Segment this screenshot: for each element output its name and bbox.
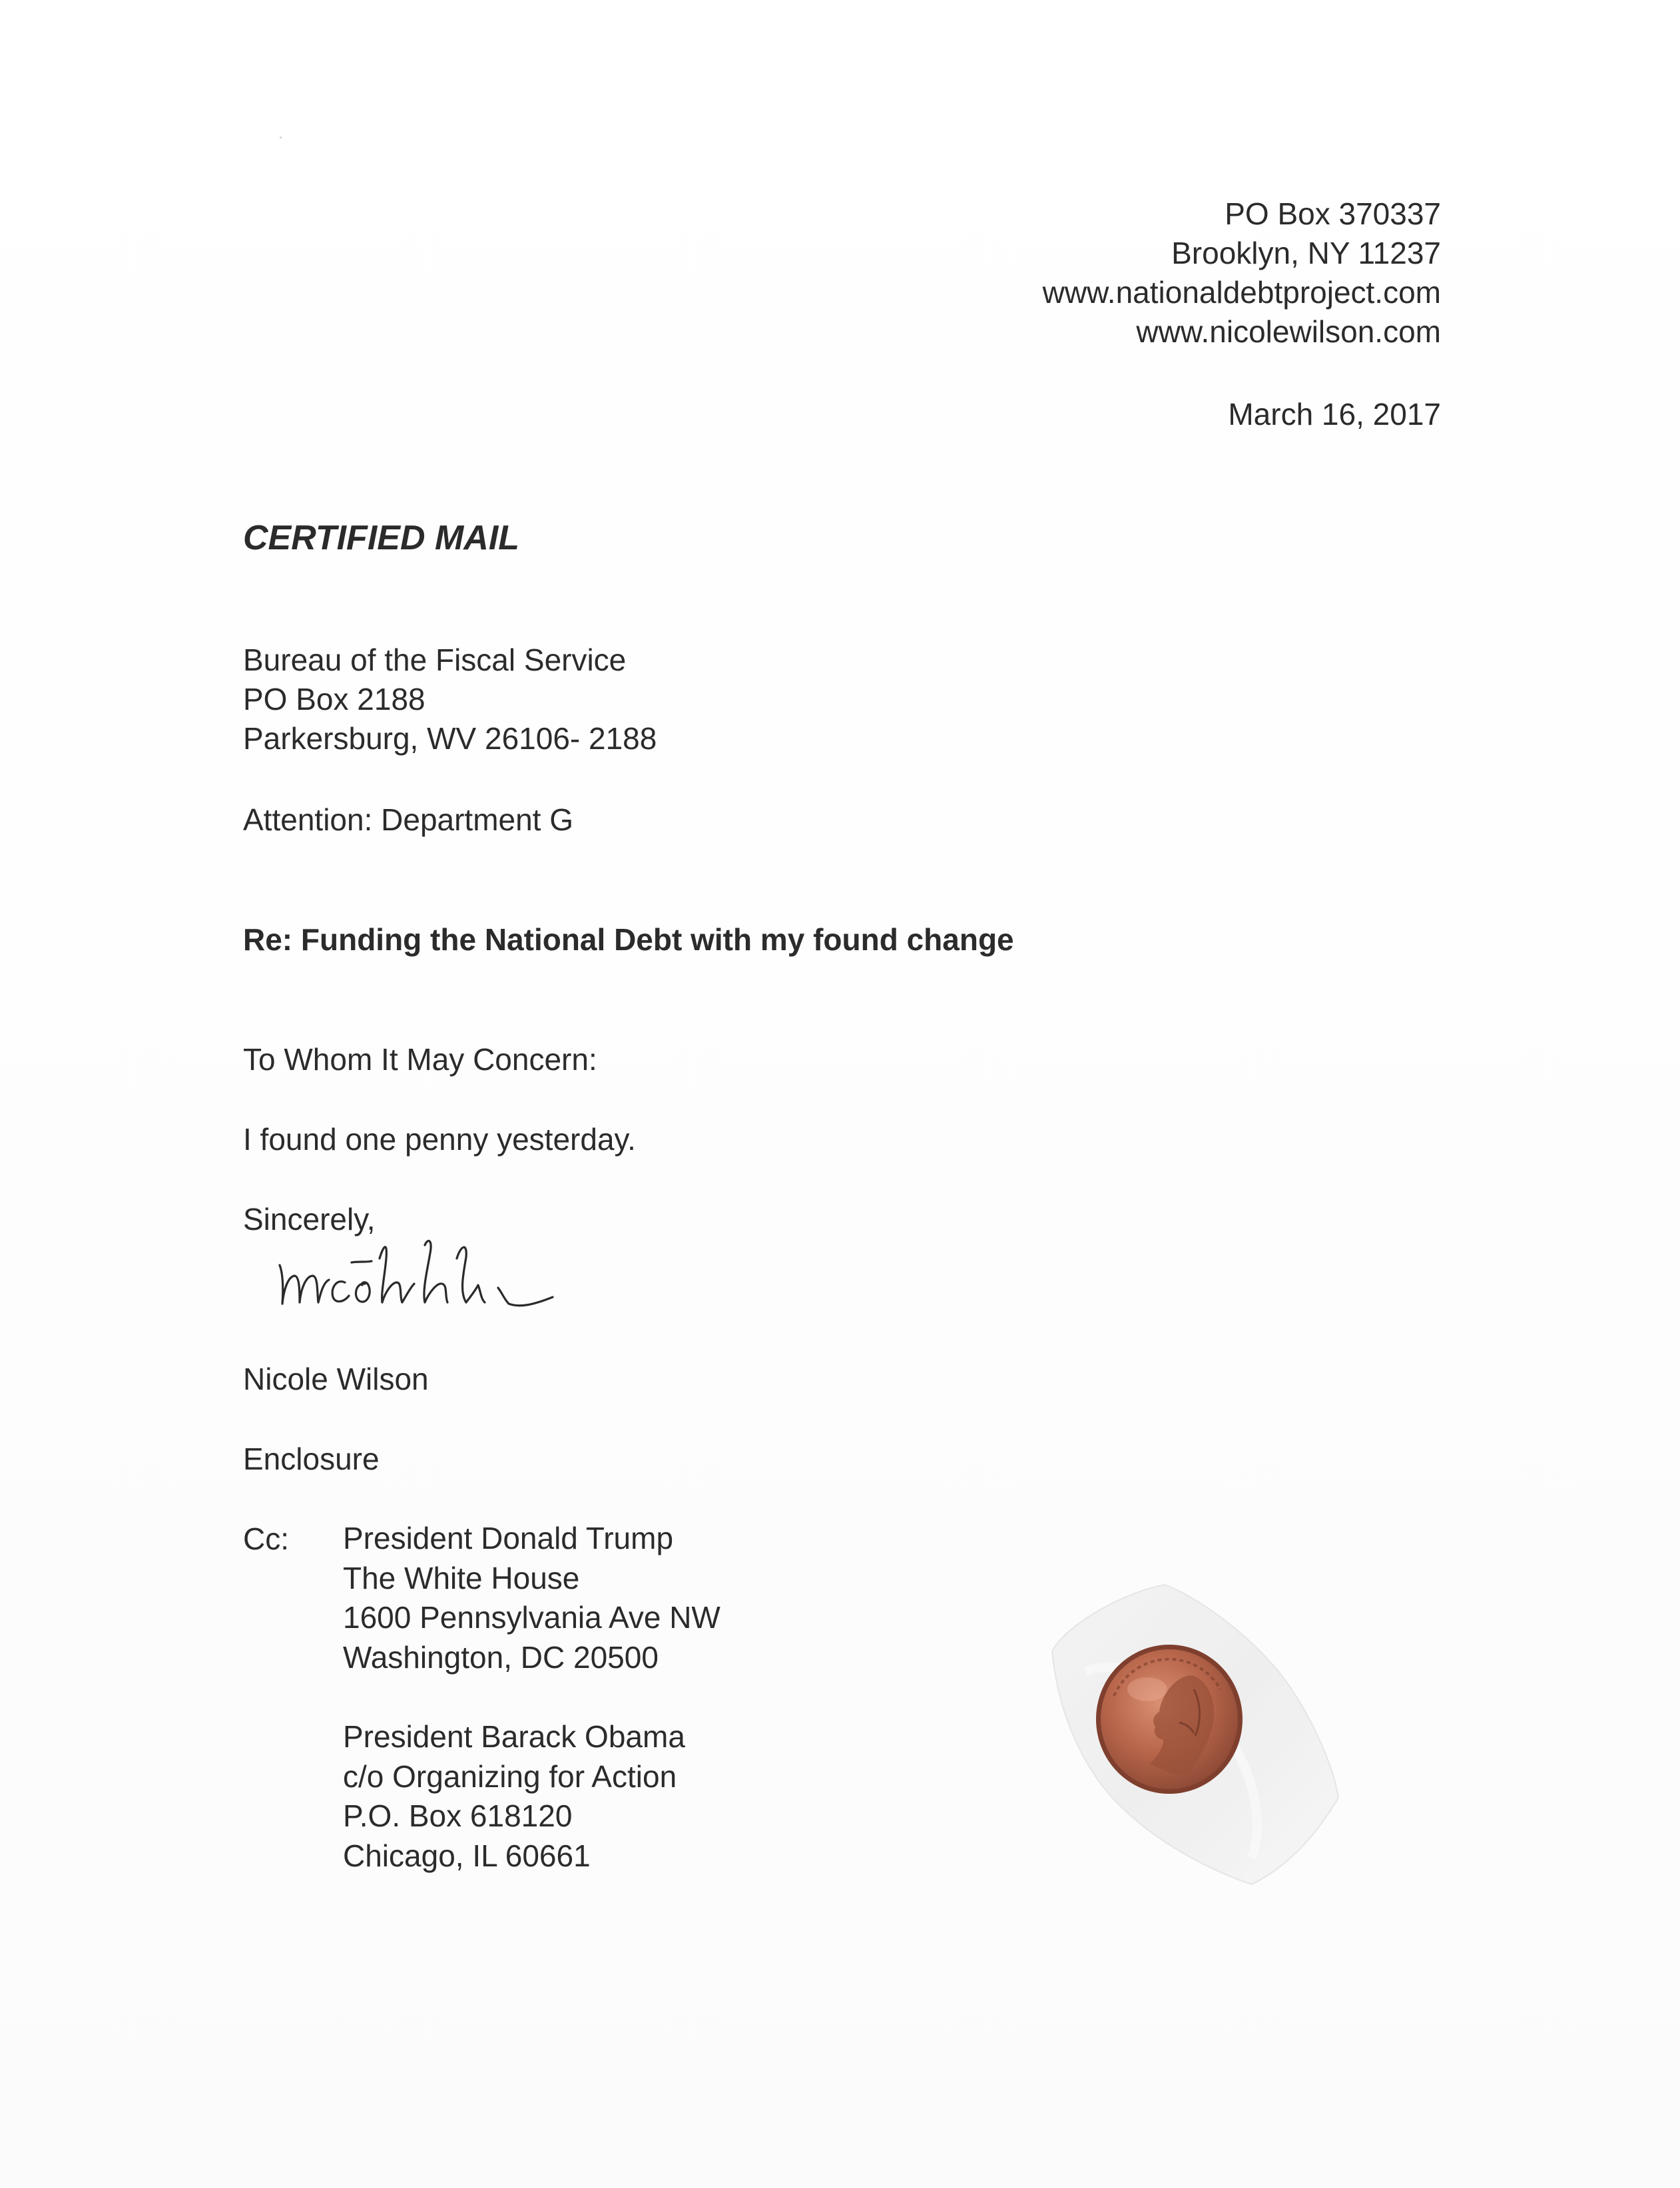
sender-website-link: www.nationaldebtproject.com (1042, 275, 1441, 310)
sender-address-line: Brooklyn, NY 11237 (1171, 236, 1441, 270)
sender-address-line: PO Box 370337 (1225, 196, 1441, 231)
enclosure-note: Enclosure (243, 1442, 380, 1476)
signature-stroke (457, 1247, 485, 1302)
cc-recipients (343, 1519, 720, 1876)
letter-body: I found one penny yesterday. (243, 1122, 636, 1157)
signature-stroke (424, 1241, 447, 1302)
signature-stroke (332, 1282, 349, 1302)
recipient-address-line: Bureau of the Fiscal Service (243, 643, 627, 677)
cc-address-line: 1600 Pennsylvania Ave NW (343, 1600, 720, 1635)
signature-stroke (280, 1265, 329, 1304)
signature-stroke (356, 1282, 370, 1302)
cc-address-line: Washington, DC 20500 (343, 1639, 659, 1675)
cc-address-line: P.O. Box 618120 (343, 1798, 573, 1833)
recipient-address-line: Parkersburg, WV 26106- 2188 (243, 721, 657, 756)
attention-line: Attention: Department G (243, 802, 574, 837)
cc-label: Cc: (243, 1521, 289, 1556)
recipient-address (243, 641, 657, 758)
signer-name: Nicole Wilson (243, 1362, 429, 1396)
subject-line: Re: Funding the National Debt with my found change (243, 922, 1014, 957)
cc-address-line: The White House (343, 1560, 580, 1595)
handwritten-signature-icon (273, 1219, 579, 1325)
cc-address-line: President Barack Obama (343, 1719, 685, 1754)
cc-address-line: Chicago, IL 60661 (343, 1838, 591, 1873)
sender-address (842, 194, 1441, 352)
signature-stroke (380, 1247, 414, 1302)
sender-website-link: www.nicolewilson.com (1136, 314, 1441, 349)
cc-address-line: c/o Organizing for Action (343, 1759, 677, 1794)
delivery-method: CERTIFIED MAIL (243, 519, 520, 557)
penny-coin-icon (1094, 1643, 1245, 1796)
closing: Sincerely, (243, 1202, 376, 1236)
salutation: To Whom It May Concern: (243, 1042, 597, 1077)
scan-speck (280, 137, 282, 138)
signature-stroke (352, 1261, 372, 1262)
cc-spacer (343, 1677, 720, 1717)
signature-stroke (498, 1288, 553, 1306)
cc-address-line: President Donald Trump (343, 1521, 674, 1555)
letter-date: March 16, 2017 (1228, 397, 1441, 431)
coin-highlight (1127, 1677, 1167, 1701)
recipient-address-line: PO Box 2188 (243, 682, 425, 716)
